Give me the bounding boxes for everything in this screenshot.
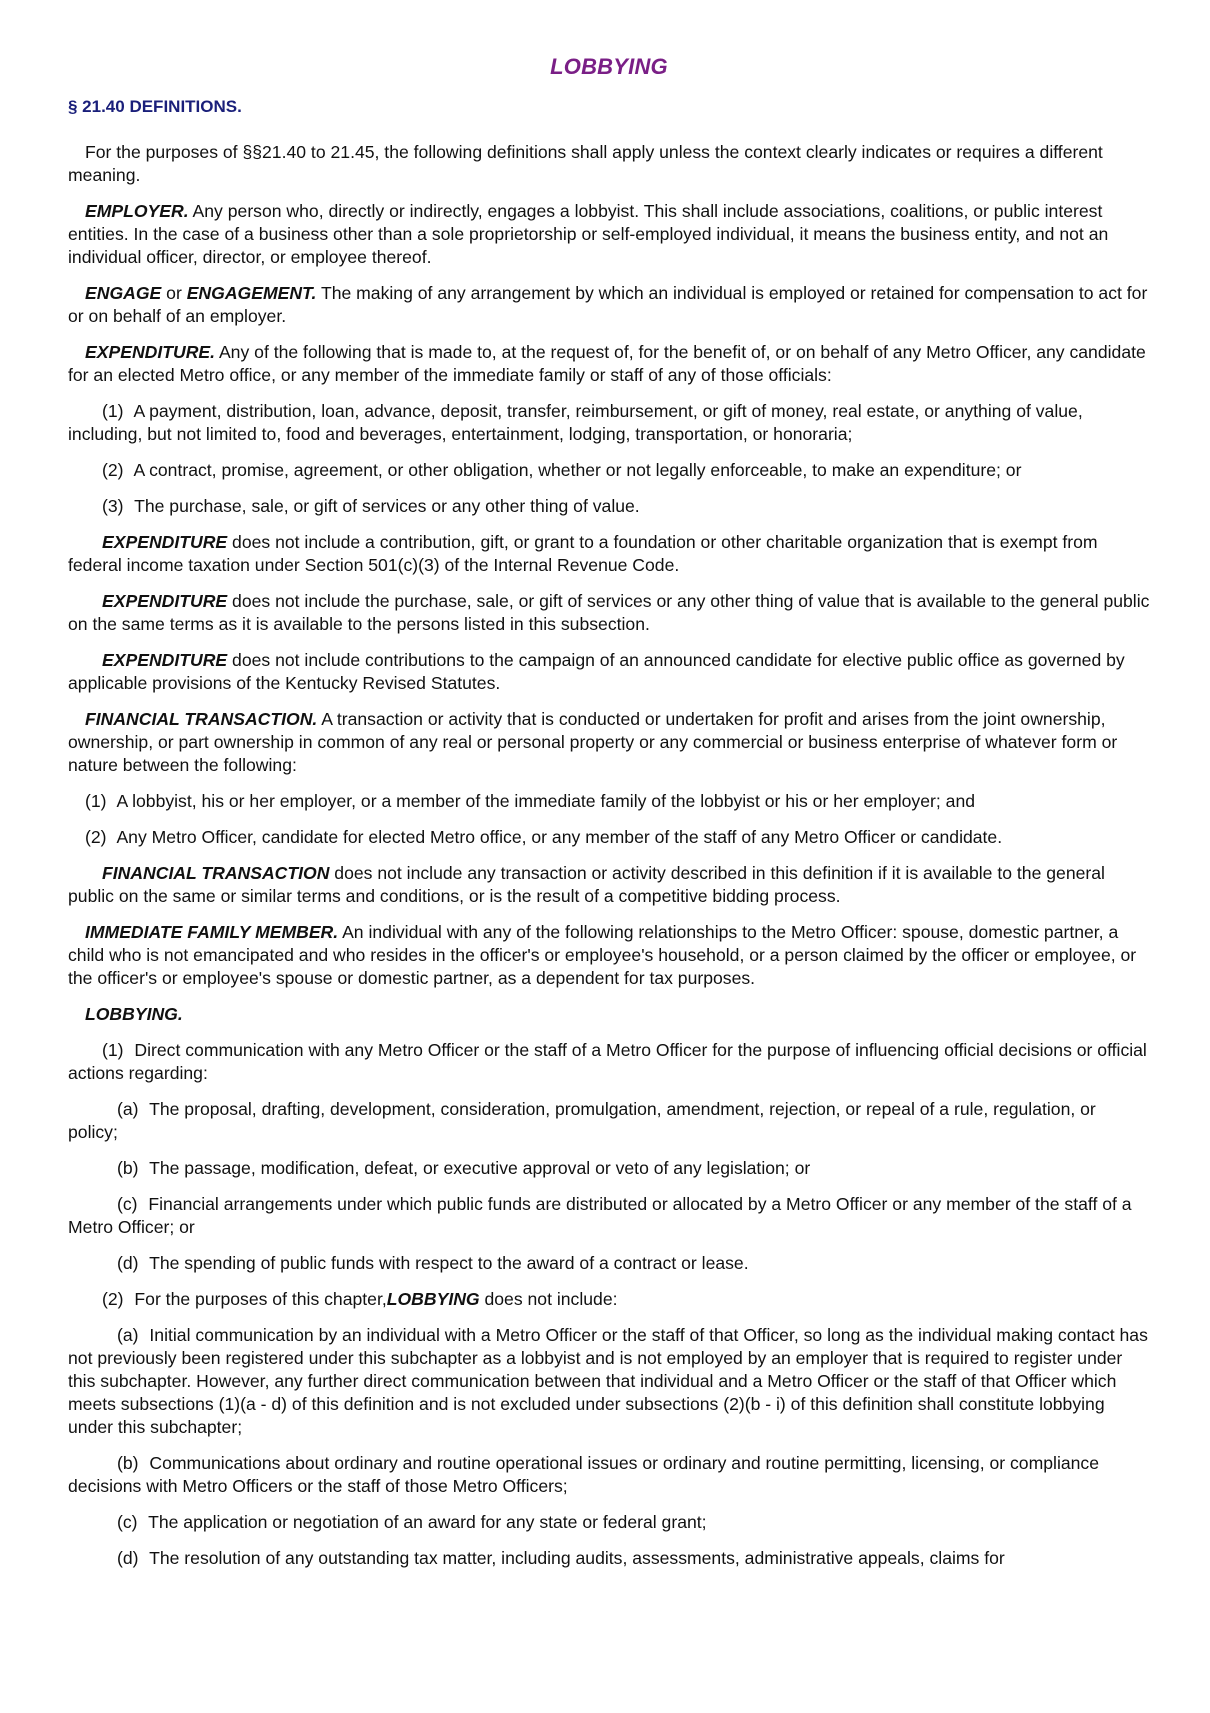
expenditure-exclusion-1: EXPENDITURE does not include a contribution, gift, or grant to a foundation or other charitable organization that is exempt from federal income taxation under Section 501(c)(3) of the Internal Revenue Code. xyxy=(68,532,1098,575)
expenditure-item-2: (2) A contract, promise, agreement, or other obligation, whether or not legally enforceable, to make an expenditure; or xyxy=(102,460,1022,480)
defined-term: EXPENDITURE xyxy=(102,532,228,552)
lobbying-subitem-a: (a) The proposal, drafting, development, consideration, promulgation, amendment, rejection, or repeal of a rule, regulation, or policy; xyxy=(68,1099,1096,1142)
item-number: (b) xyxy=(117,1158,139,1178)
lobbying-subitem-c: (c) Financial arrangements under which public funds are distributed or allocated by a Metro Officer or any member of the staff of a Metro Officer; or xyxy=(68,1194,1132,1237)
financial-item-2: (2) Any Metro Officer, candidate for elected Metro office, or any member of the staff of any Metro Officer or candidate. xyxy=(85,827,1003,847)
item-number: (3) xyxy=(102,496,124,516)
defined-term: FINANCIAL TRANSACTION. xyxy=(85,709,318,729)
expenditure-item-1: (1) A payment, distribution, loan, advance, deposit, transfer, reimbursement, or gift of money, real estate, or anything of value, including, but not limited to, food and beverages, entertainment, lodging, transportation, or honoraria; xyxy=(68,401,1083,444)
item-number: (2) xyxy=(85,827,107,847)
defined-term: ENGAGE xyxy=(85,283,162,303)
expenditure-exclusion-3: EXPENDITURE does not include contributions to the campaign of an announced candidate for elective public office as governed by applicable provisions of the Kentucky Revised Statutes. xyxy=(68,650,1125,693)
defined-term: LOBBYING xyxy=(386,1289,480,1309)
item-number: (d) xyxy=(117,1253,139,1273)
item-number: (2) xyxy=(102,460,124,480)
definition-engage: ENGAGE or ENGAGEMENT. The making of any arrangement by which an individual is employed or retained for compensation to act for or on behalf of an employer. xyxy=(68,283,1148,326)
defined-term: EXPENDITURE xyxy=(102,591,228,611)
definition-immediate-family-member: IMMEDIATE FAMILY MEMBER. An individual with any of the following relationships to the Metro Officer: spouse, domestic partner, a child who is not emancipated and who resides in the officer's or employee's household, or a person claimed by the officer or employee, or the officer's or employee's spouse or domestic partner, as a dependent for tax purposes. xyxy=(68,922,1137,988)
lobbying-exclusion-c: (c) The application or negotiation of an award for any state or federal grant; xyxy=(117,1512,707,1532)
item-number: (1) xyxy=(102,1040,124,1060)
definition-expenditure: EXPENDITURE. Any of the following that is made to, at the request of, for the benefit of, or on behalf of any Metro Officer, any candidate for an elected Metro office, or any member of the immediate family or staff of any of those officials: xyxy=(68,342,1146,385)
financial-item-1: (1) A lobbyist, his or her employer, or a member of the immediate family of the lobbyist or his or her employer; and xyxy=(85,791,976,811)
lobbying-item-1: (1) Direct communication with any Metro Officer or the staff of a Metro Officer for the purpose of influencing official decisions or official actions regarding: xyxy=(68,1040,1147,1083)
item-number: (a) xyxy=(117,1325,139,1345)
defined-term: EMPLOYER. xyxy=(85,201,189,221)
intro-paragraph: For the purposes of §§21.40 to 21.45, the following definitions shall apply unless the context clearly indicates or requires a different meaning. xyxy=(68,142,1103,185)
page-title: LOBBYING xyxy=(550,54,668,79)
item-number: (b) xyxy=(117,1453,139,1473)
expenditure-exclusion-2: EXPENDITURE does not include the purchase, sale, or gift of services or any other thing of value that is available to the general public on the same terms as it is available to the persons listed in this subsection. xyxy=(68,591,1150,634)
item-number: (c) xyxy=(117,1194,138,1214)
definition-financial-transaction: FINANCIAL TRANSACTION. A transaction or activity that is conducted or undertaken for profit and arises from the joint ownership, ownership, or part ownership in common of any real or personal property or any commercial or business enterprise of whatever form or nature between the following: xyxy=(68,709,1118,775)
defined-term: FINANCIAL TRANSACTION xyxy=(102,863,330,883)
item-number: (a) xyxy=(117,1099,139,1119)
item-number: (d) xyxy=(117,1548,139,1568)
item-number: (c) xyxy=(117,1512,138,1532)
lobbying-item-2: (2) For the purposes of this chapter,LOBBYING does not include: xyxy=(102,1289,618,1309)
document-page xyxy=(68,54,1150,1583)
item-number: (1) xyxy=(102,401,124,421)
section-heading: § 21.40 DEFINITIONS. xyxy=(68,97,242,116)
definition-employer: EMPLOYER. Any person who, directly or indirectly, engages a lobbyist. This shall include associations, coalitions, or public interest entities. In the case of a business other than a sole proprietorship or self-employed individual, it means the business entity, and not an individual officer, director, or employee thereof. xyxy=(68,201,1109,267)
defined-term: LOBBYING. xyxy=(85,1004,183,1024)
lobbying-subitem-d: (d) The spending of public funds with respect to the award of a contract or lease. xyxy=(117,1253,749,1273)
expenditure-item-3: (3) The purchase, sale, or gift of services or any other thing of value. xyxy=(102,496,640,516)
defined-term: ENGAGEMENT. xyxy=(186,283,317,303)
lobbying-exclusion-d: (d) The resolution of any outstanding tax matter, including audits, assessments, administrative appeals, claims for xyxy=(117,1548,1005,1568)
defined-term: IMMEDIATE FAMILY MEMBER. xyxy=(85,922,339,942)
lobbying-exclusion-b: (b) Communications about ordinary and routine operational issues or ordinary and routine permitting, licensing, or compliance decisions with Metro Officers or the staff of those Metro Officers; xyxy=(68,1453,1100,1496)
lobbying-exclusion-a: (a) Initial communication by an individual with a Metro Officer or the staff of that Officer, so long as the individual making contact has not previously been registered under this subchapter as a lobbyist and is not employed by an employer that is required to register under this subchapter. However, any further direct communication between that individual and a Metro Officer or the staff of that Officer which meets subsections (1)(a - d) of this definition and is not excluded under subsections (2)(b - i) of this definition shall constitute lobbying under this subchapter; xyxy=(68,1325,1148,1437)
defined-term: EXPENDITURE xyxy=(102,650,228,670)
item-number: (1) xyxy=(85,791,107,811)
financial-exclusion: FINANCIAL TRANSACTION does not include any transaction or activity described in this definition if it is available to the general public on the same or similar terms and conditions, or is the result of a competitive bidding process. xyxy=(68,863,1105,906)
definition-lobbying xyxy=(68,1003,1150,1026)
item-number: (2) xyxy=(102,1289,124,1309)
lobbying-subitem-b: (b) The passage, modification, defeat, or executive approval or veto of any legislation; or xyxy=(117,1158,811,1178)
defined-term: EXPENDITURE. xyxy=(85,342,216,362)
